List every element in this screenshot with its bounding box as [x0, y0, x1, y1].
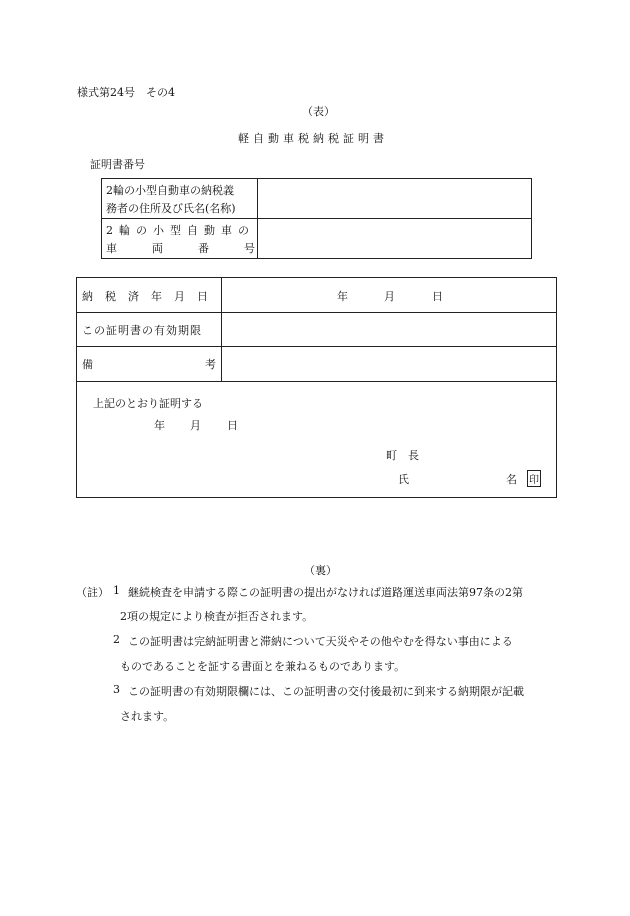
- paid-day: 日: [432, 290, 443, 303]
- note-3-number: 3: [113, 683, 120, 696]
- note-1-number: 1: [113, 584, 120, 597]
- document-title: 軽自動車税納税証明書: [238, 132, 388, 145]
- paid-month: 月: [384, 290, 395, 303]
- name-right-char: 名: [506, 473, 517, 486]
- main-table-divider-1: [76, 312, 557, 313]
- vehicle-number-value[interactable]: [262, 225, 527, 253]
- cert-number-label: 証明書番号: [90, 158, 145, 171]
- back-label: （裏）: [304, 564, 337, 577]
- validity-value[interactable]: [226, 316, 551, 342]
- main-table-divider-2: [76, 346, 557, 347]
- owner-address-value[interactable]: [262, 185, 527, 213]
- seal-mark: 印: [527, 470, 541, 487]
- name-left-char: 氏: [398, 473, 409, 486]
- mayor-title: 町 長: [386, 449, 419, 462]
- main-table-frame: [76, 277, 557, 498]
- note-1-line-2: 2項の規定により検査が拒否されます。: [120, 610, 314, 623]
- validity-label: この証明書の有効期限: [82, 324, 202, 337]
- front-label: （表）: [302, 105, 335, 118]
- note-3-line-2: されます。: [120, 710, 175, 723]
- paid-date-label: 納税済年月日: [82, 290, 220, 303]
- owner-address-label-line1: 2輪の小型自動車の納税義: [106, 184, 234, 197]
- note-1-line-1: 継続検査を申請する際この証明書の提出がなければ道路運送車両法第97条の2第: [128, 586, 523, 599]
- vehicle-label-line1-text: 2輪の小型自動車の: [106, 224, 255, 237]
- vehicle-label-line1: [106, 222, 255, 238]
- form-number: 様式第24号 その4: [77, 86, 175, 99]
- certify-text: 上記のとおり証明する: [93, 397, 203, 410]
- issue-month: 月: [190, 419, 201, 432]
- issue-year: 年: [154, 419, 165, 432]
- note-2-line-1: この証明書は完納証明書と滞納について天災やその他やむを得ない事由による: [128, 635, 513, 648]
- remarks-value[interactable]: [226, 350, 551, 376]
- owner-table-divider: [101, 218, 532, 219]
- remarks-label: 備考: [82, 358, 328, 371]
- note-2-number: 2: [113, 633, 120, 646]
- paid-year: 年: [337, 290, 348, 303]
- note-label: （註）: [76, 586, 109, 599]
- note-3-line-1: この証明書の有効期限欄には、この証明書の交付後最初に到来する納期限が記載: [128, 685, 524, 698]
- issue-day: 日: [227, 419, 238, 432]
- main-table-divider-3: [76, 381, 557, 382]
- vehicle-number-label: 車両番号: [106, 242, 290, 255]
- note-2-line-2: ものであることを証する書面とを兼ねるものであります。: [120, 660, 406, 673]
- owner-address-label-line2: 務者の住所及び氏名(名称): [106, 202, 236, 215]
